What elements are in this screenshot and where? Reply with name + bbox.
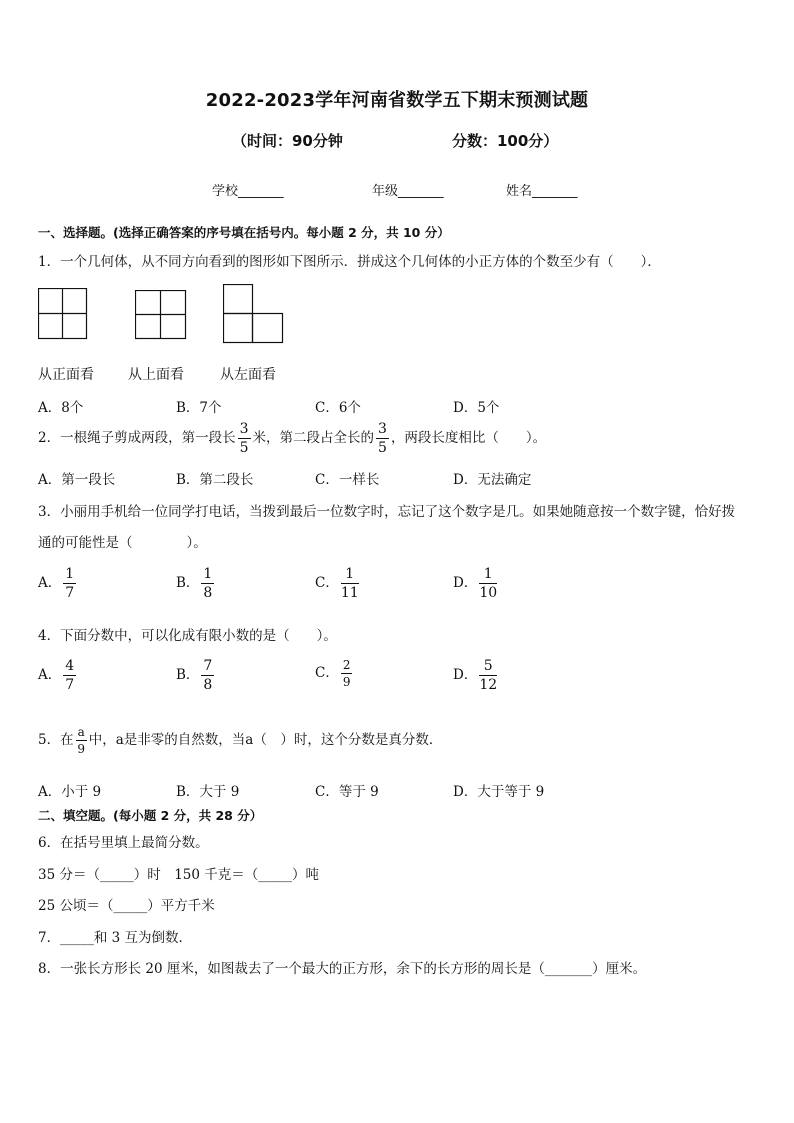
q4-option-b-denominator: 8 — [203, 677, 213, 693]
question-5 — [38, 722, 442, 758]
question-2 — [38, 420, 546, 456]
q3-option-a-numerator: 1 — [65, 566, 75, 582]
q1-option-c: C．6个 — [315, 400, 361, 416]
q4-option-d-label: D． — [453, 667, 478, 683]
exam-score: 分数：100分） — [452, 132, 559, 150]
q4-option-d-denominator: 12 — [479, 677, 498, 693]
q3-option-c-denominator: 11 — [340, 585, 359, 601]
q1-option-a: A．8个 — [38, 400, 84, 416]
view-label-front: 从正面看 — [38, 367, 94, 383]
question-4: 4．下面分数中，可以化成有限小数的是（ ）。 — [38, 628, 337, 644]
q2-option-d: D．无法确定 — [453, 472, 532, 488]
q3-option-a-fraction — [63, 567, 76, 600]
question-6-line-2: 25 公顷＝（_____）平方千米 — [38, 898, 215, 914]
q4-option-a-denominator: 7 — [65, 677, 75, 693]
q4-option-c — [315, 659, 354, 688]
view-label-top: 从上面看 — [128, 367, 184, 383]
q4-option-a-label: A． — [38, 667, 62, 683]
q3-option-c-fraction — [341, 567, 359, 600]
question-6: 6．在括号里填上最简分数。 — [38, 835, 209, 851]
q4-option-b-fraction — [201, 659, 214, 692]
top-view-figure — [135, 290, 187, 340]
q3-option-d-label: D． — [453, 575, 478, 591]
left-view-figure — [223, 284, 285, 344]
q2-text-b: 米，第二段占全长的 — [252, 430, 375, 446]
q2-option-a: A．第一段长 — [38, 472, 116, 488]
q5-option-d: D．大于等于 9 — [453, 784, 545, 800]
q4-option-c-denominator: 9 — [342, 675, 351, 689]
section-heading-fill: 二、填空题。(每小题 2 分，共 28 分） — [38, 808, 263, 823]
question-1: 1．一个几何体，从不同方向看到的图形如下图所示．拼成这个几何体的小正方体的个数至少有（ ）． — [38, 254, 661, 270]
q2-option-b: B．第二段长 — [176, 472, 254, 488]
q2-text-a: 2．一根绳子剪成两段，第一段长 — [38, 430, 236, 446]
front-view-figure — [38, 288, 88, 340]
q5-option-c: C．等于 9 — [315, 784, 379, 800]
q2-option-c: C．一样长 — [315, 472, 380, 488]
q3-option-c-numerator: 1 — [341, 567, 359, 584]
q4-option-a — [38, 659, 78, 692]
q3-option-a-label: A． — [38, 575, 62, 591]
q3-option-b-label: B． — [176, 575, 200, 591]
q2-fraction-1 — [238, 422, 251, 455]
q3-option-b-denominator: 8 — [203, 585, 213, 601]
q4-option-d — [453, 659, 499, 692]
q2-text-c: ，两段长度相比（ ）。 — [390, 430, 547, 446]
q5-option-a: A．小于 9 — [38, 784, 102, 800]
q3-option-d-numerator: 1 — [479, 567, 497, 584]
q2-fraction-2 — [376, 422, 389, 455]
q1-option-d: D．5个 — [453, 400, 500, 416]
view-label-left: 从左面看 — [220, 367, 276, 383]
exam-time: （时间：90分钟 — [232, 132, 343, 150]
question-3-line-1: 3．小丽用手机给一位同学打电话，当拨到最后一位数字时，忘记了这个数字是几。如果她随意按一个数字键，恰好拨 — [38, 504, 736, 520]
q5-fraction-denominator: 9 — [77, 742, 85, 756]
q2-fraction-1-denominator: 5 — [239, 440, 249, 456]
q4-option-c-numerator: 2 — [342, 658, 351, 672]
q3-option-b-numerator: 1 — [203, 566, 213, 582]
q3-option-d-fraction — [479, 567, 497, 600]
q4-option-b-label: B． — [176, 667, 200, 683]
q3-option-c — [315, 567, 361, 600]
q5-text-b: 中，a是非零的自然数，当a（ ）时，这个分数是真分数． — [88, 732, 443, 748]
question-8: 8．一张长方形长 20 厘米，如图裁去了一个最大的正方形，余下的长方形的周长是（_______）厘米。 — [38, 961, 647, 977]
q4-option-b-numerator: 7 — [203, 658, 213, 674]
q2-fraction-2-denominator: 5 — [378, 440, 387, 456]
q4-option-a-numerator: 4 — [65, 658, 75, 674]
q3-option-d-denominator: 10 — [479, 585, 498, 601]
q3-option-c-label: C． — [315, 575, 339, 591]
q4-option-d-fraction — [479, 659, 497, 692]
q3-option-a-denominator: 7 — [65, 585, 75, 601]
q4-option-d-numerator: 5 — [479, 659, 497, 676]
name-field: 姓名_______ — [506, 184, 578, 199]
q5-text-a: 5．在 — [38, 732, 74, 748]
q4-option-c-fraction — [341, 659, 353, 688]
q3-option-d — [453, 567, 499, 600]
q2-fraction-2-numerator: 3 — [378, 421, 387, 437]
q4-option-c-label: C． — [315, 665, 339, 681]
grade-field: 年级_______ — [372, 184, 444, 199]
q2-fraction-1-numerator: 3 — [239, 421, 249, 437]
q4-option-b — [176, 659, 216, 692]
q1-option-b: B．7个 — [176, 400, 222, 416]
question-7: 7．_____和 3 互为倒数． — [38, 930, 193, 946]
question-6-line-1: 35 分＝（_____）时 150 千克＝（_____）吨 — [38, 867, 320, 883]
page-title: 2022-2023学年河南省数学五下期末预测试题 — [205, 90, 589, 111]
question-3-line-2: 通的可能性是（ ）。 — [38, 535, 207, 551]
school-field: 学校_______ — [212, 184, 284, 199]
q3-option-b — [176, 567, 216, 600]
q5-fraction — [76, 726, 87, 755]
q3-option-a — [38, 567, 78, 600]
q5-option-b: B．大于 9 — [176, 784, 240, 800]
q5-fraction-numerator: a — [77, 725, 85, 739]
q3-option-b-fraction — [201, 567, 214, 600]
section-heading-choice: 一、选择题。(选择正确答案的序号填在括号内。每小题 2 分，共 10 分） — [38, 225, 450, 240]
q4-option-a-fraction — [63, 659, 76, 692]
